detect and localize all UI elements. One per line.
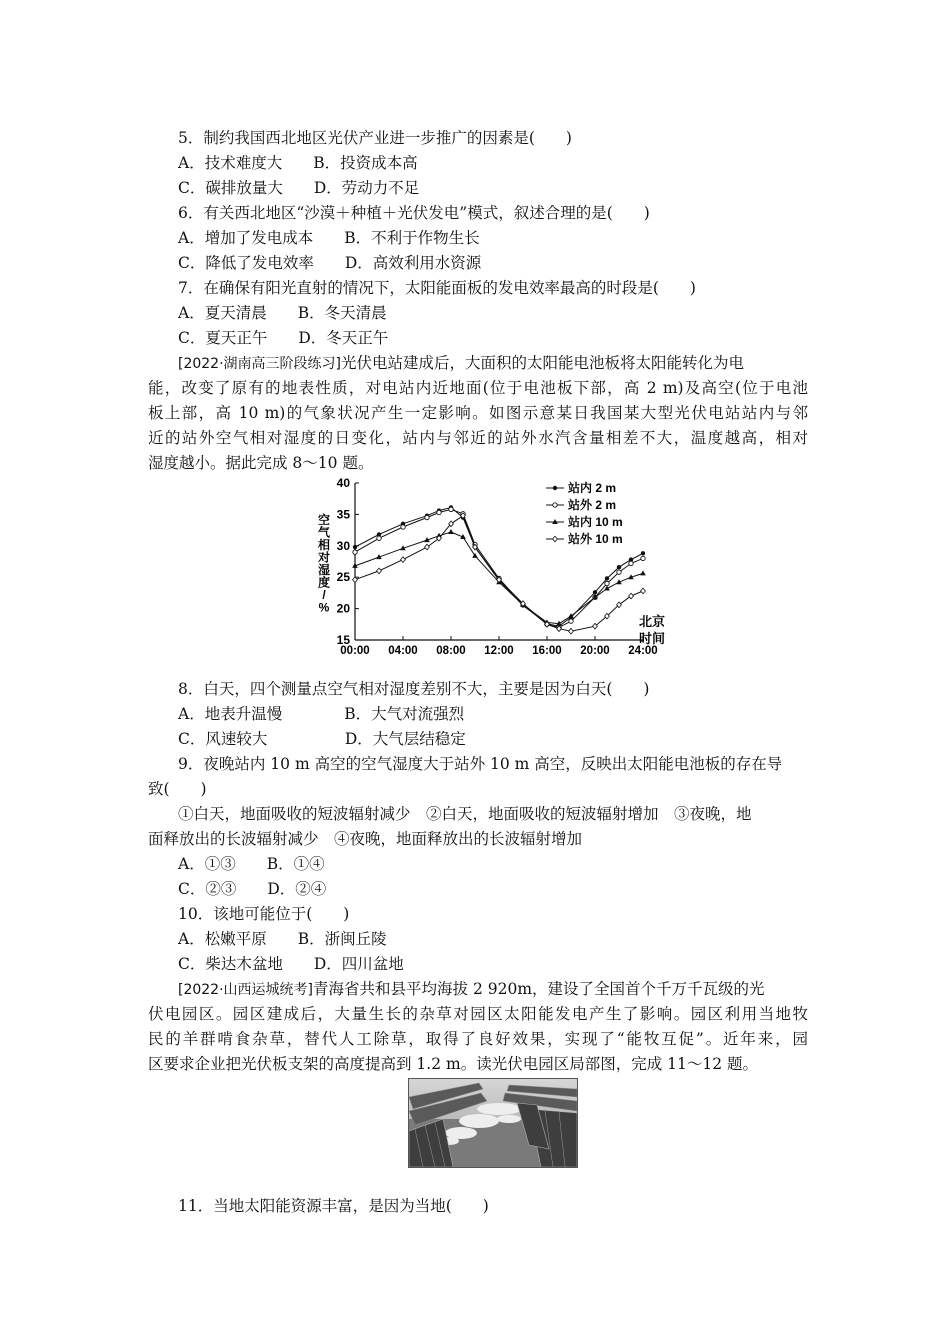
question-7-options-ab: A．夏天清晨 B．冬天清晨 [178, 304, 387, 322]
humidity-line-chart [300, 472, 670, 672]
y-axis-label-char: 相 [317, 538, 331, 552]
data-point [569, 619, 573, 623]
question-9-options-ab: A．①③ B．①④ [178, 855, 325, 873]
data-point [401, 557, 406, 563]
data-point [617, 570, 621, 574]
question-11-stem: 11．当地太阳能资源丰富，是因为当地( ) [178, 1197, 489, 1215]
passage-2-line-4: 区要求企业把光伏板支架的高度提高到 1.2 m。读光伏电园区局部图，完成 11～12 题。 [148, 1055, 759, 1073]
legend-entry [546, 480, 616, 495]
data-point [448, 529, 454, 534]
data-point [605, 581, 609, 585]
chart-legend [546, 480, 623, 546]
x-tick-label: 24:00 [628, 645, 658, 657]
legend-label: 站内 10 m [568, 515, 623, 529]
y-axis-label-char: 湿 [317, 563, 331, 577]
question-5-options-ab: A．技术难度大 B．投资成本高 [178, 154, 418, 172]
data-point [641, 556, 645, 560]
data-point [437, 510, 441, 514]
question-5-stem: 5．制约我国西北地区光伏产业进一步推广的因素是( ) [178, 129, 572, 147]
chart-y-axis-label [317, 512, 331, 615]
question-9-options-cd: C．②③ D．②④ [178, 880, 327, 898]
data-point [641, 588, 646, 594]
y-axis-label-char: 度 [317, 575, 331, 590]
y-tick-label: 30 [336, 538, 350, 553]
data-point [629, 593, 634, 599]
passage-1-line-5: 湿度越小。据此完成 8～10 题。 [148, 454, 374, 472]
passage-2-line-1: [2022·山西运城统考]青海省共和县平均海拔 2 920m，建设了全国首个千万千瓦级的光 [178, 980, 765, 998]
passage-1-source: [2022·湖南高三阶段练习] [178, 356, 342, 372]
passage-2-line-2: 伏电园区。园区建成后，大量生长的杂草对园区太阳能发电产生了影响。园区利用当地牧 [148, 1005, 808, 1023]
x-tick-label: 12:00 [484, 645, 514, 657]
question-9-stem-line-2: 致( ) [148, 780, 207, 798]
data-point [569, 628, 574, 634]
question-9-items-line-2: 面释放出的长波辐射减少 ④夜晚，地面释放出的长波辐射增加 [148, 830, 583, 848]
legend-entry [546, 514, 623, 529]
question-8-stem: 8．白天，四个测量点空气相对湿度差别不大，主要是因为白天( ) [178, 680, 650, 698]
legend-marker [553, 536, 558, 542]
legend-label: 站外 10 m [568, 532, 623, 546]
y-tick-label: 15 [336, 633, 350, 647]
passage-1-line-3: 板上部，高 10 m)的气象状况产生一定影响。如图示意某日我国某大型光伏电站站内与邻 [148, 404, 808, 422]
data-point [629, 561, 633, 565]
solar-park-photo [408, 1078, 578, 1168]
solar-park-illustration [409, 1079, 577, 1167]
y-tick-label: 35 [336, 507, 350, 522]
data-point [425, 515, 429, 519]
question-7-options-cd: C．夏天正午 D．冬天正午 [178, 329, 389, 347]
question-6-options-ab: A．增加了发电成本 B．不利于作物生长 [178, 229, 480, 247]
data-point [353, 577, 358, 583]
x-tick-label: 00:00 [340, 645, 370, 657]
legend-label: 站外 2 m [568, 498, 617, 512]
passage-1-line-1: [2022·湖南高三阶段练习]光伏电站建成后，大面积的太阳能电池板将太阳能转化为电 [178, 354, 745, 372]
passage-2-source: [2022·山西运城统考] [178, 982, 314, 998]
data-point [449, 507, 453, 511]
legend-marker [553, 503, 557, 507]
data-point [593, 590, 597, 594]
legend-entry [546, 497, 616, 512]
y-axis-label-char: 气 [317, 525, 331, 540]
data-point [640, 570, 646, 575]
legend-marker [553, 486, 557, 490]
data-point [605, 576, 609, 580]
passage-1-line-2: 能，改变了原有的地表性质，对电站内近地面(位于电池板下部，高 2 m)及高空(位于电池 [148, 379, 808, 397]
legend-label: 站内 2 m [568, 481, 617, 495]
question-9-items-line-1: ①白天，地面吸收的短波辐射减少 ②白天，地面吸收的短波辐射增加 ③夜晚，地 [178, 805, 752, 823]
question-7-stem: 7．在确保有阳光直射的情况下，太阳能面板的发电效率最高的时段是( ) [178, 279, 696, 297]
question-6-stem: 6．有关西北地区“沙漠＋种植＋光伏发电”模式，叙述合理的是( ) [178, 204, 650, 222]
data-point [401, 525, 405, 529]
question-9-stem-line-1: 9．夜晚站内 10 m 高空的空气湿度大于站外 10 m 高空，反映出太阳能电池板的存在导 [178, 755, 783, 773]
data-point [377, 568, 382, 574]
passage-1-line-4: 近的站外空气相对湿度的日变化，站内与邻近的站外水汽含量相差不大，温度越高，相对 [148, 429, 808, 447]
y-axis-label-char: 对 [317, 550, 331, 565]
y-axis-label-char: % [318, 600, 330, 615]
x-tick-label: 08:00 [436, 645, 466, 657]
question-10-options-ab: A．松嫩平原 B．浙闽丘陵 [178, 930, 387, 948]
y-tick-label: 25 [336, 570, 350, 585]
question-8-options-cd: C．风速较大 D．大气层结稳定 [178, 730, 466, 748]
passage-2-line-3: 民的羊群啃食杂草，替代人工除草，取得了良好效果，实现了“能牧互促”。近年来，园 [148, 1030, 808, 1048]
question-10-stem: 10．该地可能位于( ) [178, 905, 350, 923]
y-axis-label-char: / [322, 588, 326, 602]
y-tick-label: 40 [336, 476, 350, 490]
question-10-options-cd: C．柴达木盆地 D．四川盆地 [178, 955, 404, 973]
x-tick-label: 20:00 [580, 645, 610, 657]
y-axis-label-char: 空 [317, 513, 331, 527]
data-point [377, 536, 381, 540]
x-tick-label: 04:00 [388, 645, 418, 657]
y-tick-label: 20 [336, 601, 350, 616]
data-point [617, 565, 621, 569]
data-point [353, 550, 357, 554]
data-point [425, 544, 430, 550]
legend-entry [546, 531, 623, 546]
x-tick-label: 16:00 [532, 645, 562, 657]
question-8-options-ab: A．地表升温慢 B．大气对流强烈 [178, 705, 465, 723]
data-point [353, 545, 357, 549]
chart-x-axis-label-top: 北京 [638, 614, 666, 629]
question-5-options-cd: C．碳排放量大 D．劳动力不足 [178, 179, 420, 197]
chart-x-axis-label-bottom: 时间 [638, 631, 666, 646]
data-point [641, 551, 645, 555]
question-6-options-cd: C．降低了发电效率 D．高效利用水资源 [178, 254, 482, 272]
